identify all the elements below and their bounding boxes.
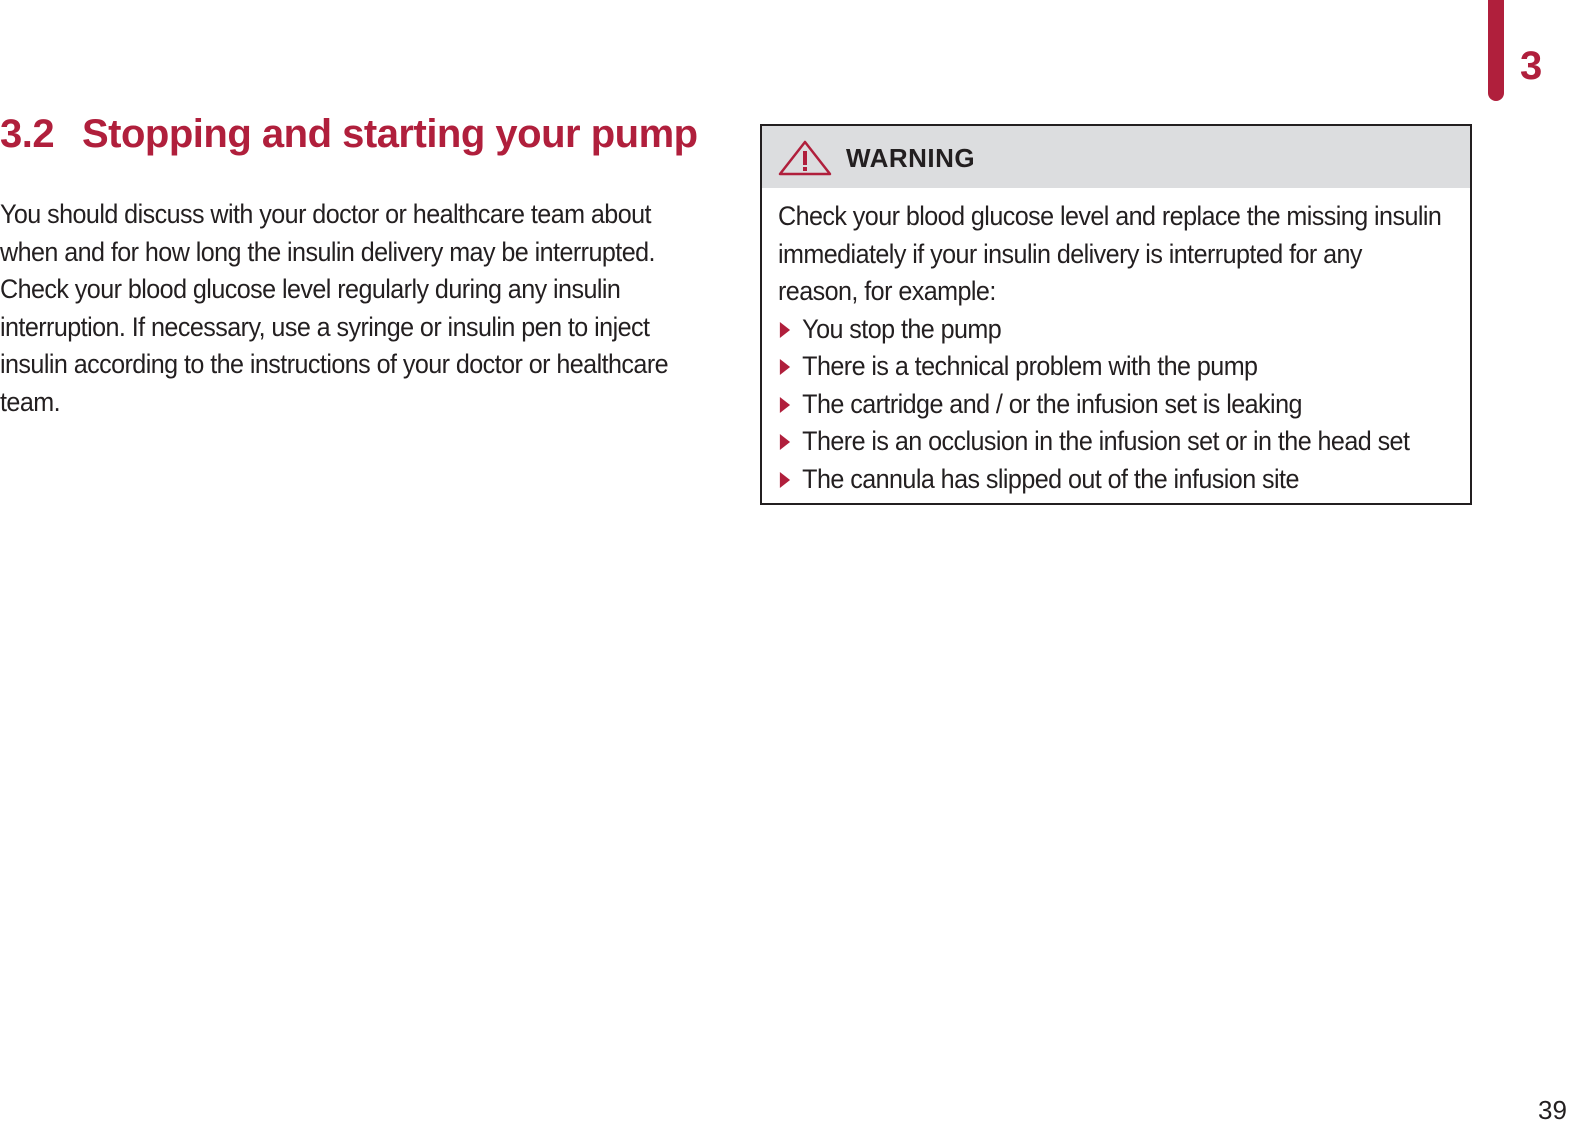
warning-intro: Check your blood glucose level and replace the missing insulin immediately if your insulin delivery is interrupted for any reason, for example: (778, 201, 1442, 306)
list-item (778, 311, 1448, 349)
bullet-arrow-icon (780, 322, 790, 338)
section-title (0, 106, 698, 162)
bullet-arrow-icon (780, 397, 790, 413)
list-item-text: The cartridge and / or the infusion set is leaking (802, 388, 1302, 419)
chapter-tab-bar (1488, 0, 1504, 101)
list-item-text: There is an occlusion in the infusion set or in the head set (802, 426, 1410, 456)
bullet-arrow-icon (780, 434, 790, 450)
section-number: 3.2 (0, 112, 55, 156)
warning-triangle-icon (778, 140, 832, 176)
chapter-number: 3 (1520, 44, 1543, 88)
list-item-text: There is a technical problem with the pump (802, 351, 1258, 381)
list-item (778, 461, 1448, 499)
warning-list (778, 311, 1448, 499)
list-item (778, 348, 1448, 386)
warning-label: WARNING (846, 143, 976, 173)
warning-header (762, 126, 1470, 188)
bullet-arrow-icon (780, 472, 790, 488)
warning-body (778, 198, 1448, 498)
section-title-text: Stopping and starting your pump (82, 112, 698, 156)
body-paragraph: You should discuss with your doctor or healthcare team about when and for how long the insulin delivery may be interrupted. Check your blood glucose level regularly during any insulin interruption. If necessary, use a syringe or insulin pen to inject insulin according to the instructions of your doctor or healthcare team. (0, 199, 669, 417)
list-item-text: You stop the pump (802, 313, 1002, 344)
list-item-text: The cannula has slipped out of the infusion site (802, 463, 1299, 494)
page-number: 39 (1538, 1095, 1567, 1125)
list-item (778, 423, 1448, 461)
list-item (778, 386, 1448, 424)
warning-box (760, 124, 1472, 505)
bullet-arrow-icon (780, 359, 790, 375)
